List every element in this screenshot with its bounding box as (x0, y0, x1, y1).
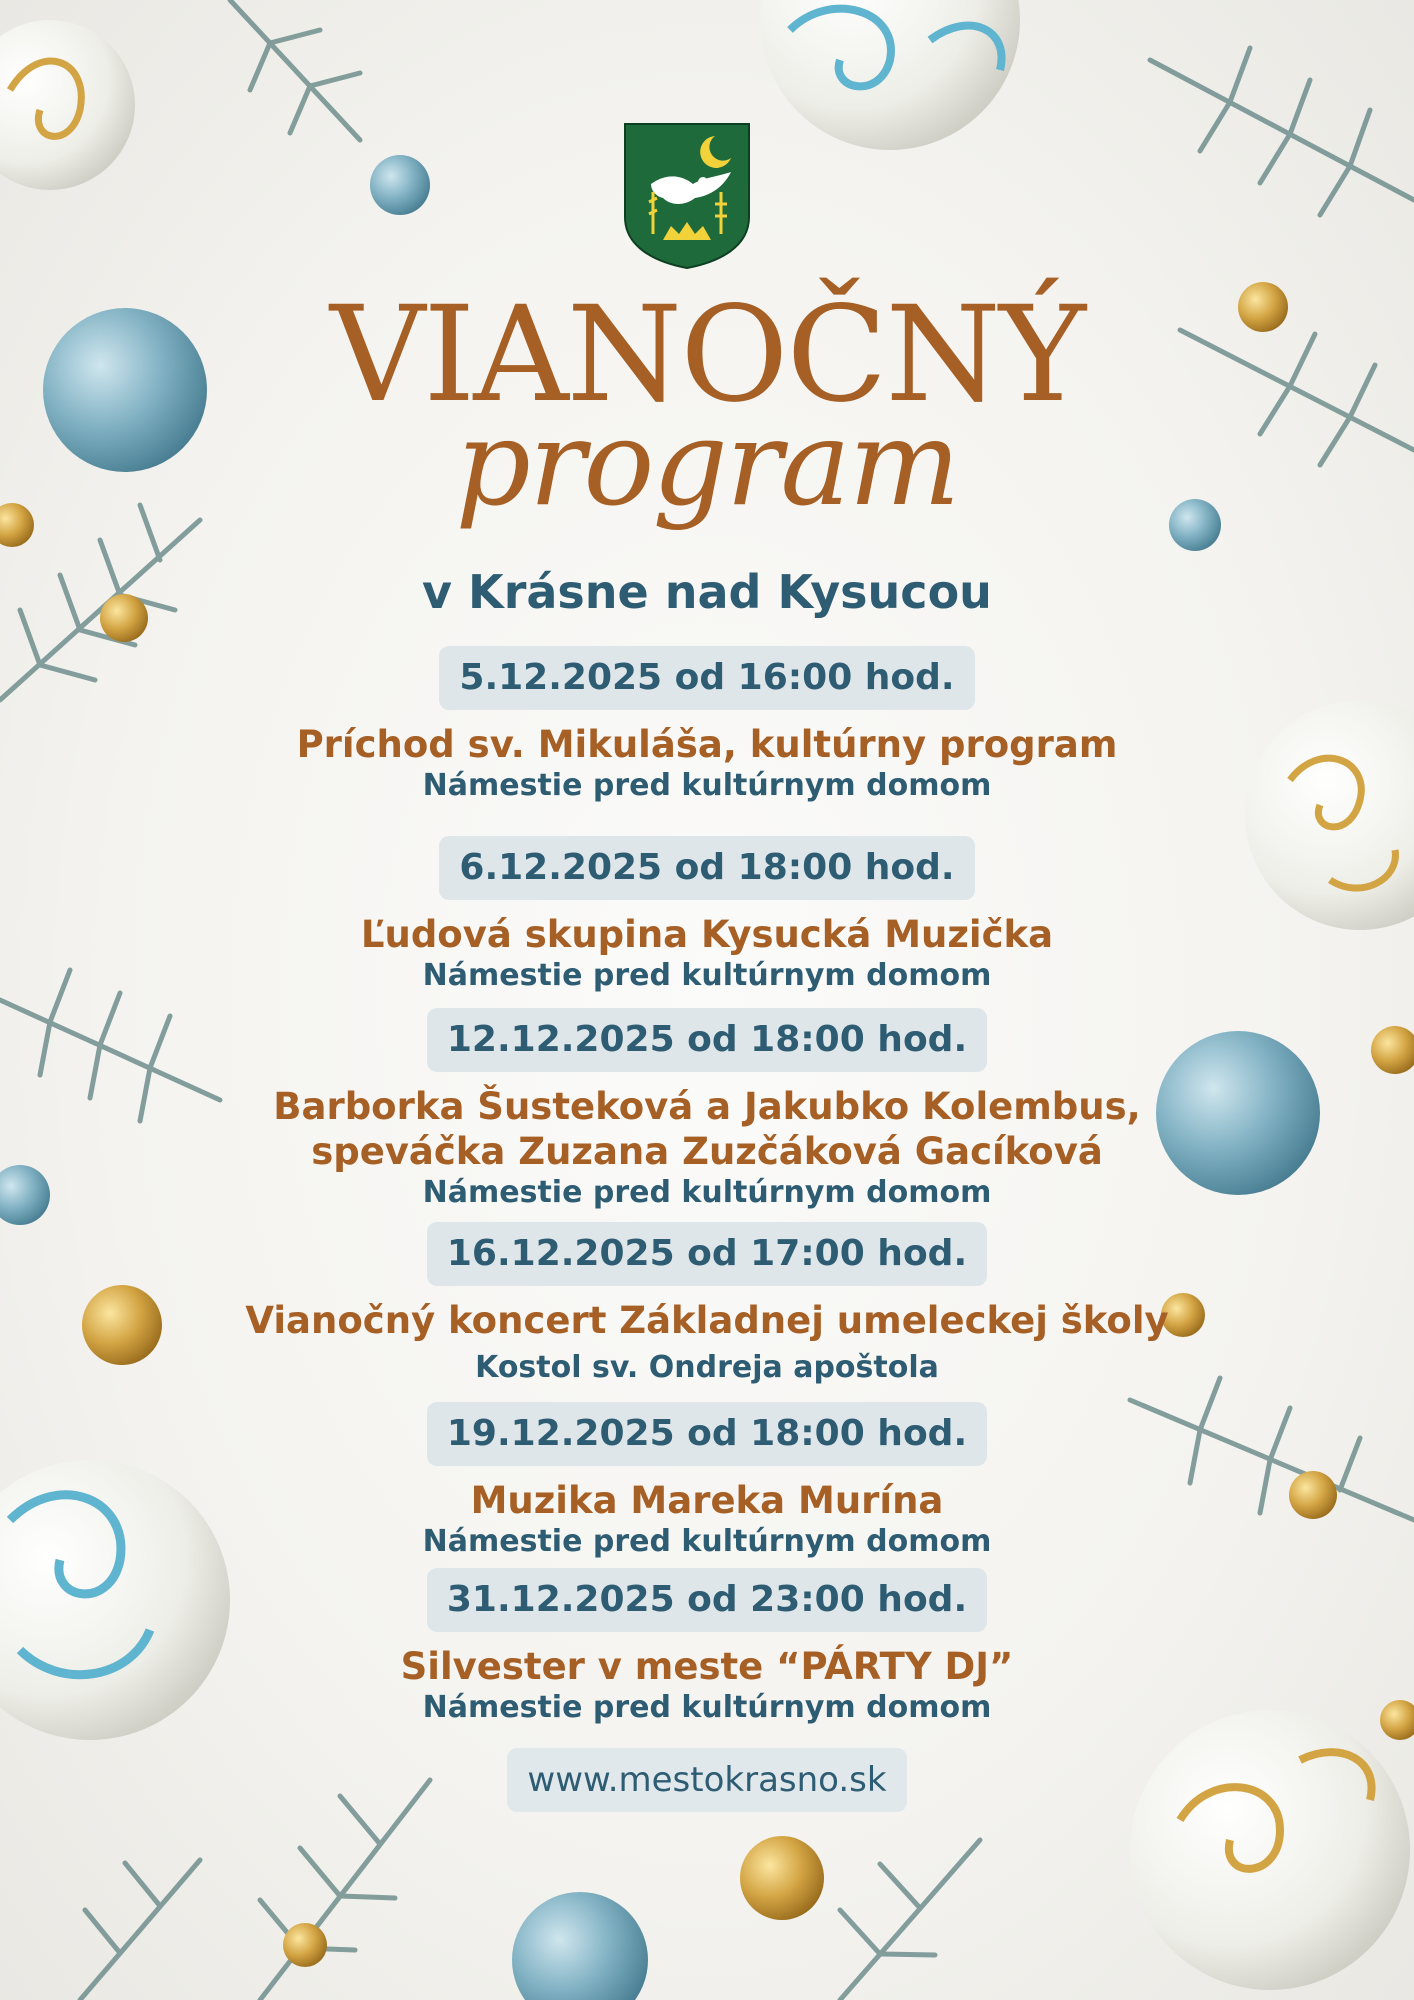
poster-subtitle: v Krásne nad Kysucou (422, 565, 992, 619)
coat-of-arms-logo (623, 122, 751, 270)
event-date: 31.12.2025 od 23:00 hod. (427, 1568, 987, 1632)
footer (0, 1748, 1414, 1812)
event-title: Ľudová skupina Kysucká Muzička (360, 913, 1054, 956)
event-date: 16.12.2025 od 17:00 hod. (427, 1222, 987, 1286)
event-place: Kostol sv. Ondreja apoštola (475, 1350, 939, 1385)
event-6 (0, 1568, 1414, 1727)
event-date: 12.12.2025 od 18:00 hod. (427, 1008, 987, 1072)
event-date: 5.12.2025 od 16:00 hod. (439, 646, 974, 710)
event-2 (0, 836, 1414, 995)
event-title-line-2: speváčka Zuzana Zuzčáková Gacíková (311, 1130, 1103, 1173)
event-place: Námestie pred kultúrnym domom (422, 768, 992, 803)
event-5 (0, 1402, 1414, 1561)
event-place: Námestie pred kultúrnym domom (422, 1690, 992, 1725)
event-title: Príchod sv. Mikuláša, kultúrny program (296, 723, 1118, 766)
event-place: Námestie pred kultúrnym domom (422, 1524, 992, 1559)
event-3 (0, 1008, 1414, 1212)
event-title: Vianočný koncert Základnej umeleckej školy (245, 1299, 1169, 1342)
event-4 (0, 1222, 1414, 1387)
event-1 (0, 646, 1414, 805)
event-title: Silvester v meste “PÁRTY DJ” (400, 1645, 1014, 1688)
event-date: 6.12.2025 od 18:00 hod. (439, 836, 974, 900)
event-title: Barborka Šusteková a Jakubko Kolembus, (273, 1085, 1141, 1128)
event-date: 19.12.2025 od 18:00 hod. (427, 1402, 987, 1466)
event-place: Námestie pred kultúrnym domom (422, 1175, 992, 1210)
poster-title: VIANOČNÝ (329, 278, 1085, 432)
event-place: Námestie pred kultúrnym domom (422, 958, 992, 993)
website-link[interactable]: www.mestokrasno.sk (507, 1748, 906, 1812)
event-title: Muzika Mareka Murína (470, 1479, 944, 1522)
poster-script-title: program (455, 394, 959, 532)
